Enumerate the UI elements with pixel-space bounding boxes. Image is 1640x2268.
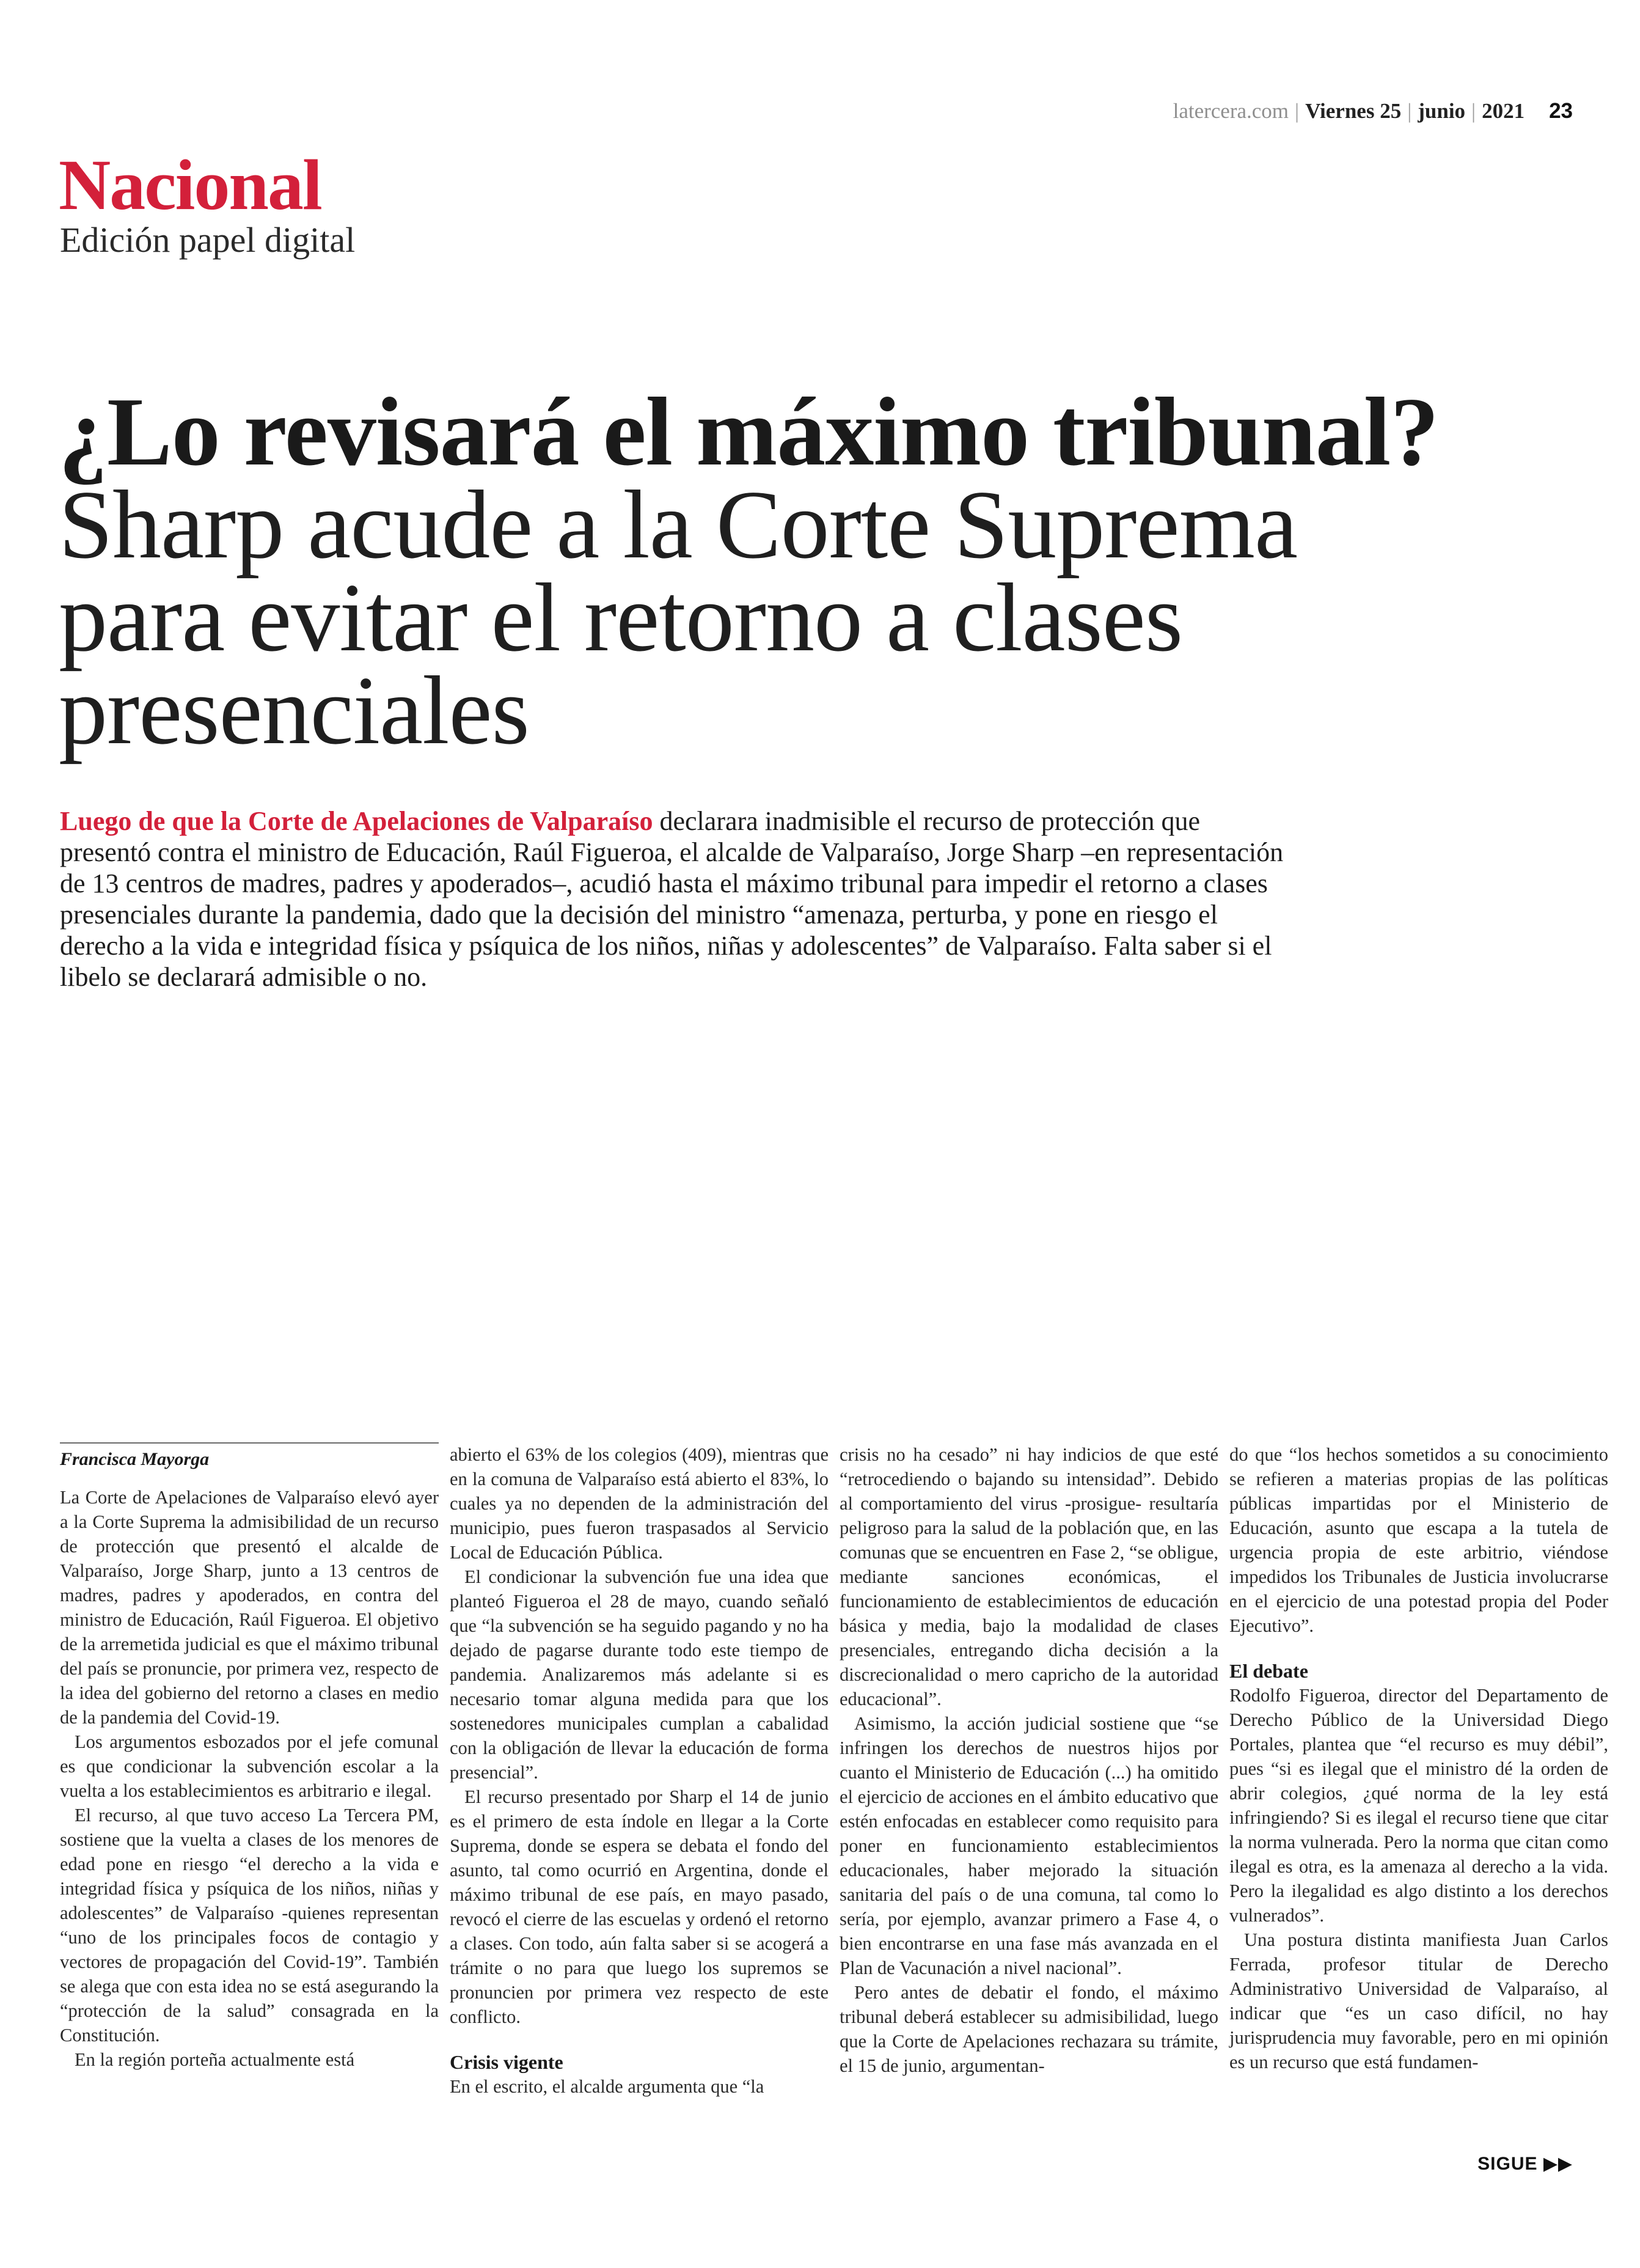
article-column-2 (450, 1442, 829, 2099)
page-number: 23 (1549, 99, 1573, 123)
folio-separator: | (1295, 99, 1300, 123)
lead-paragraph (60, 806, 1294, 993)
folio-separator: | (1471, 99, 1476, 123)
article-column-3 (840, 1442, 1218, 2078)
paragraph: El condicionar la subvención fue una idea que planteó Figueroa el 28 de mayo, cuando señaló que “la subvención se ha seguido pagando y no ha dejado de pagarse durante todo este tiempo de pandemia. Analizaremos más adelante si es necesario tomar alguna medida para que los sostenedores municipales cumplan a cabalidad con la obligación de llevar la educación de forma presencial”. (450, 1566, 829, 1783)
paragraph: do que “los hechos sometidos a su conocimiento se refieren a materias propias de las políticas públicas impartidas por el Ministerio de Educación, asunto que escapa a la tutela de urgencia propia de este arbitrio, viéndose impedidos los Tribunales de Justicia involucrarse en el ejercicio de una potestad propia del Poder Ejecutivo”. (1229, 1444, 1608, 1636)
paragraph: Rodolfo Figueroa, director del Departamento de Derecho Público de la Universidad Diego Portales, plantea que “el recurso es muy débil”, pues “si es ilegal que el ministro dé la orden de abrir colegios, ¿qué norma de la ley está infringiendo? Si es ilegal el recurso tiene que citar la norma vulnerada. Pero la norma que citan como ilegal es otra, es la amenaza al derecho a la vida. Pero la ilegalidad es algo distinto a los derechos vulnerados”. (1229, 1685, 1608, 1926)
paragraph: Los argumentos esbozados por el jefe comunal es que condicionar la subvención escolar a la vuelta a los establecimientos es arbitrario e ilegal. (60, 1731, 439, 1801)
folio-month: junio (1418, 99, 1466, 123)
paragraph: En el escrito, el alcalde argumenta que “la (450, 2076, 764, 2097)
folio-separator: | (1407, 99, 1412, 123)
headline (59, 377, 1464, 765)
paragraph: abierto el 63% de los colegios (409), mientras que en la comuna de Valparaíso está abierto el 83%, lo cuales ya no dependen de la administración del municipio, pues fueron traspasados al Servicio Local de Educación Pública. (450, 1444, 829, 1563)
subheading-el-debate: El debate (1229, 1660, 1308, 1682)
headline-light: Sharp acude a la Corte Suprema para evitar el retorno a clases presenciales (59, 470, 1298, 765)
section-subtitle: Edición papel digital (60, 220, 356, 260)
folio-year: 2021 (1482, 99, 1525, 123)
page-folio (1173, 99, 1573, 123)
article-column-1 (60, 1442, 439, 2072)
folio-day: Viernes 25 (1305, 99, 1402, 123)
paragraph: Pero antes de debatir el fondo, el máximo tribunal deberá establecer su admisibilidad, luego que la Corte de Apelaciones rechazara su trámite, el 15 de junio, argumentan- (840, 1982, 1218, 2076)
lead-text: declarara inadmisible el recurso de protección que presentó contra el ministro de Educación, Raúl Figueroa, el alcalde de Valparaíso, Jorge Sharp –en representación de 13 centros de madres, padres y apoderados–, acudió hasta el máximo tribunal para impedir el retorno a clases presenciales durante la pandemia, dado que la decisión del ministro “amenaza, perturba, y pone en riesgo el derecho a la vida e integridad física y psíquica de los niños, niñas y adolescentes” de Valparaíso. Falta saber si el libelo se declarará admisible o no. (60, 806, 1284, 992)
continue-label: SIGUE ▶▶ (1477, 2154, 1573, 2174)
paragraph: La Corte de Apelaciones de Valparaíso elevó ayer a la Corte Suprema la admisibilidad de un recurso de protección que presentó el alcalde de Valparaíso, Jorge Sharp, junto a 13 centros de madres, padres y apoderados, en contra del ministro de Educación, Raúl Figueroa. El objetivo de la arremetida judicial es que el máximo tribunal del país se pronuncie, por primera vez, respecto de la idea del gobierno del retorno a clases en medio de la pandemia del Covid-19. (60, 1487, 439, 1728)
paragraph: En la región porteña actualmente está (75, 2049, 355, 2070)
paragraph: Una postura distinta manifiesta Juan Carlos Ferrada, profesor titular de Derecho Administrativo Universidad de Valparaíso, al indicar que “es un caso difícil, no hay jurisprudencia muy favorable, pero en mi opinión es un recurso que está fundamen- (1229, 1929, 1608, 2072)
byline: Francisca Mayorga (60, 1442, 439, 1472)
paragraph: El recurso presentado por Sharp el 14 de junio es el primero de esta índole en llegar a la Corte Suprema, donde se espera se debata el fondo del asunto, tal como ocurrió en Argentina, donde el máximo tribunal de ese país, en mayo pasado, revocó el cierre de las escuelas y ordenó el retorno a clases. Con todo, aún falta saber si se acogerá a trámite o no para que luego los supremos se pronuncien por primera vez respecto de este conflicto. (450, 1786, 829, 2027)
paragraph: Asimismo, la acción judicial sostiene que “se infringen los derechos de nuestros hijos por cuanto el Ministerio de Educación (...) ha omitido el ejercicio de acciones en el ámbito educativo que estén enfocadas en establecer como requisito para poner en funcionamiento establecimientos educacionales, haber mejorado la situación sanitaria del país o de una comuna, tal como lo sería, por ejemplo, avanzar primero a Fase 4, o bien encontrarse en una fase más avanzada en el Plan de Vacunación a nivel nacional”. (840, 1713, 1218, 1978)
lead-kicker: Luego de que la Corte de Apelaciones de Valparaíso (60, 806, 653, 836)
paragraph: El recurso, al que tuvo acceso La Tercera PM, sostiene que la vuelta a clases de los menores de edad pone en riesgo “el derecho a la vida e integridad física y psíquica de los niños, niñas y adolescentes” de Valparaíso -quienes representan “uno de los principales focos de contagio y vectores de propagación del Covid-19”. También se alega que con esta idea no se está asegurando la “protección de la salud” consagrada en la Constitución. (60, 1805, 439, 2046)
section-title: Nacional (59, 145, 321, 225)
headline-bold: ¿Lo revisará el máximo tribunal? (59, 377, 1439, 486)
subheading-crisis-vigente: Crisis vigente (450, 2051, 563, 2073)
article-column-4 (1229, 1442, 1608, 2074)
site-name: latercera.com (1173, 99, 1289, 123)
paragraph: crisis no ha cesado” ni hay indicios de que esté “retrocediendo o bajando su intensidad”. Debido al comportamiento del virus -prosigue- resultaría peligroso para la salud de la población que, en las comunas que se encuentren en Fase 2, “se obligue, mediante sanciones económicas, el funcionamiento de establecimientos de educación básica y media, bajo la modalidad de clases presenciales, entregando dicha decisión a la discrecionalidad o mero capricho de la autoridad educacional”. (840, 1444, 1218, 1709)
